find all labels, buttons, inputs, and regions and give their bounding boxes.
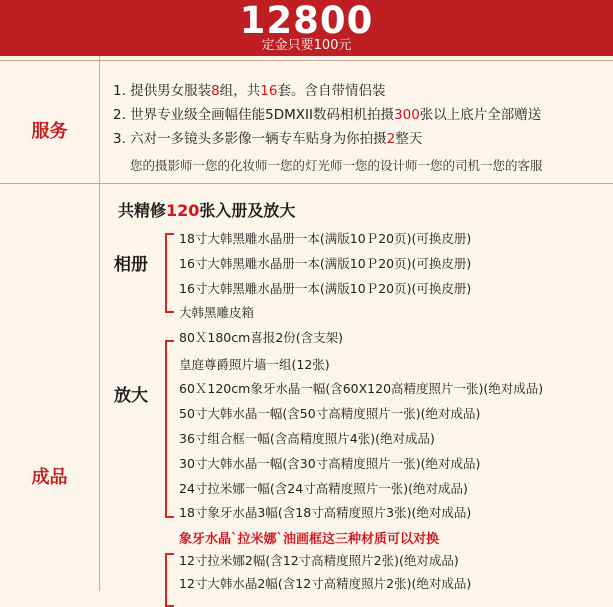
product-label: 成品 xyxy=(31,467,68,488)
enlarge-item: 36寸组合框一幅(含高精度照片4张)(绝对成品) xyxy=(179,431,435,446)
retouch-summary: 共精修120张入册及放大 xyxy=(118,201,296,220)
package-price: 12800 xyxy=(239,0,374,42)
album-item: 18寸大韩黑雕水晶册一本(满版10Ｐ20页)(可换皮册) xyxy=(179,231,472,246)
divider-top xyxy=(0,60,613,61)
enlarge-bracket xyxy=(165,340,174,518)
enlarge-item: 12寸拉米娜2幅(含12寸高精度照片2张)(绝对成品) xyxy=(179,553,459,568)
deposit-note: 定金只要100元 xyxy=(261,38,352,53)
album-item: 16寸大韩黑雕水晶册一本(满版10Ｐ20页)(可换皮册) xyxy=(179,281,472,296)
price-header xyxy=(0,0,613,56)
material-swap-note: 象牙水晶`拉米娜`油画框这三种材质可以对换 xyxy=(179,532,440,547)
album-item: 大韩黑雕皮箱 xyxy=(179,305,255,320)
album-item: 16寸大韩黑雕水晶册一本(满版10Ｐ20页)(可换皮册) xyxy=(179,256,472,271)
enlarge-item: 18寸象牙水晶3幅(含18寸高精度照片3张)(绝对成品) xyxy=(179,505,472,520)
enlarge-bracket-2 xyxy=(165,553,174,607)
album-label: 相册 xyxy=(114,255,148,275)
enlarge-item: 80Ｘ180cm喜报2份(含支架) xyxy=(179,330,344,345)
album-bracket xyxy=(165,233,174,313)
column-divider xyxy=(99,56,100,591)
service-line-2: 2. 世界专业级全画幅佳能5DMXII数码相机拍摄300张以上底片全部赠送 xyxy=(113,107,542,123)
enlarge-item: 12寸大韩水晶2幅(含12寸高精度照片2张)(绝对成品) xyxy=(179,576,472,591)
enlarge-item: 30寸大韩水晶一幅(含30寸高精度照片一张)(绝对成品) xyxy=(179,456,481,471)
enlarge-item: 皇庭尊爵照片墙一组(12张) xyxy=(179,357,330,372)
enlarge-item: 50寸大韩水晶一幅(含50寸高精度照片一张)(绝对成品) xyxy=(179,406,481,421)
service-line-3: 3. 六对一多镜头多影像一辆专车贴身为你拍摄2整天 xyxy=(113,131,423,147)
service-crew: 您的摄影师一您的化妆师一您的灯光师一您的设计师一您的司机一您的客服 xyxy=(130,158,543,173)
enlarge-item: 60Ｘ120cm象牙水晶一幅(含60X120高精度照片一张)(绝对成品) xyxy=(179,381,544,396)
divider-middle xyxy=(0,183,613,184)
enlarge-item: 24寸拉米娜一幅(含24寸高精度照片一张)(绝对成品) xyxy=(179,481,468,496)
enlarge-label: 放大 xyxy=(114,386,148,406)
service-line-1: 1. 提供男女服装8组，共16套。含自带情侣装 xyxy=(113,83,386,99)
service-label: 服务 xyxy=(31,121,68,142)
